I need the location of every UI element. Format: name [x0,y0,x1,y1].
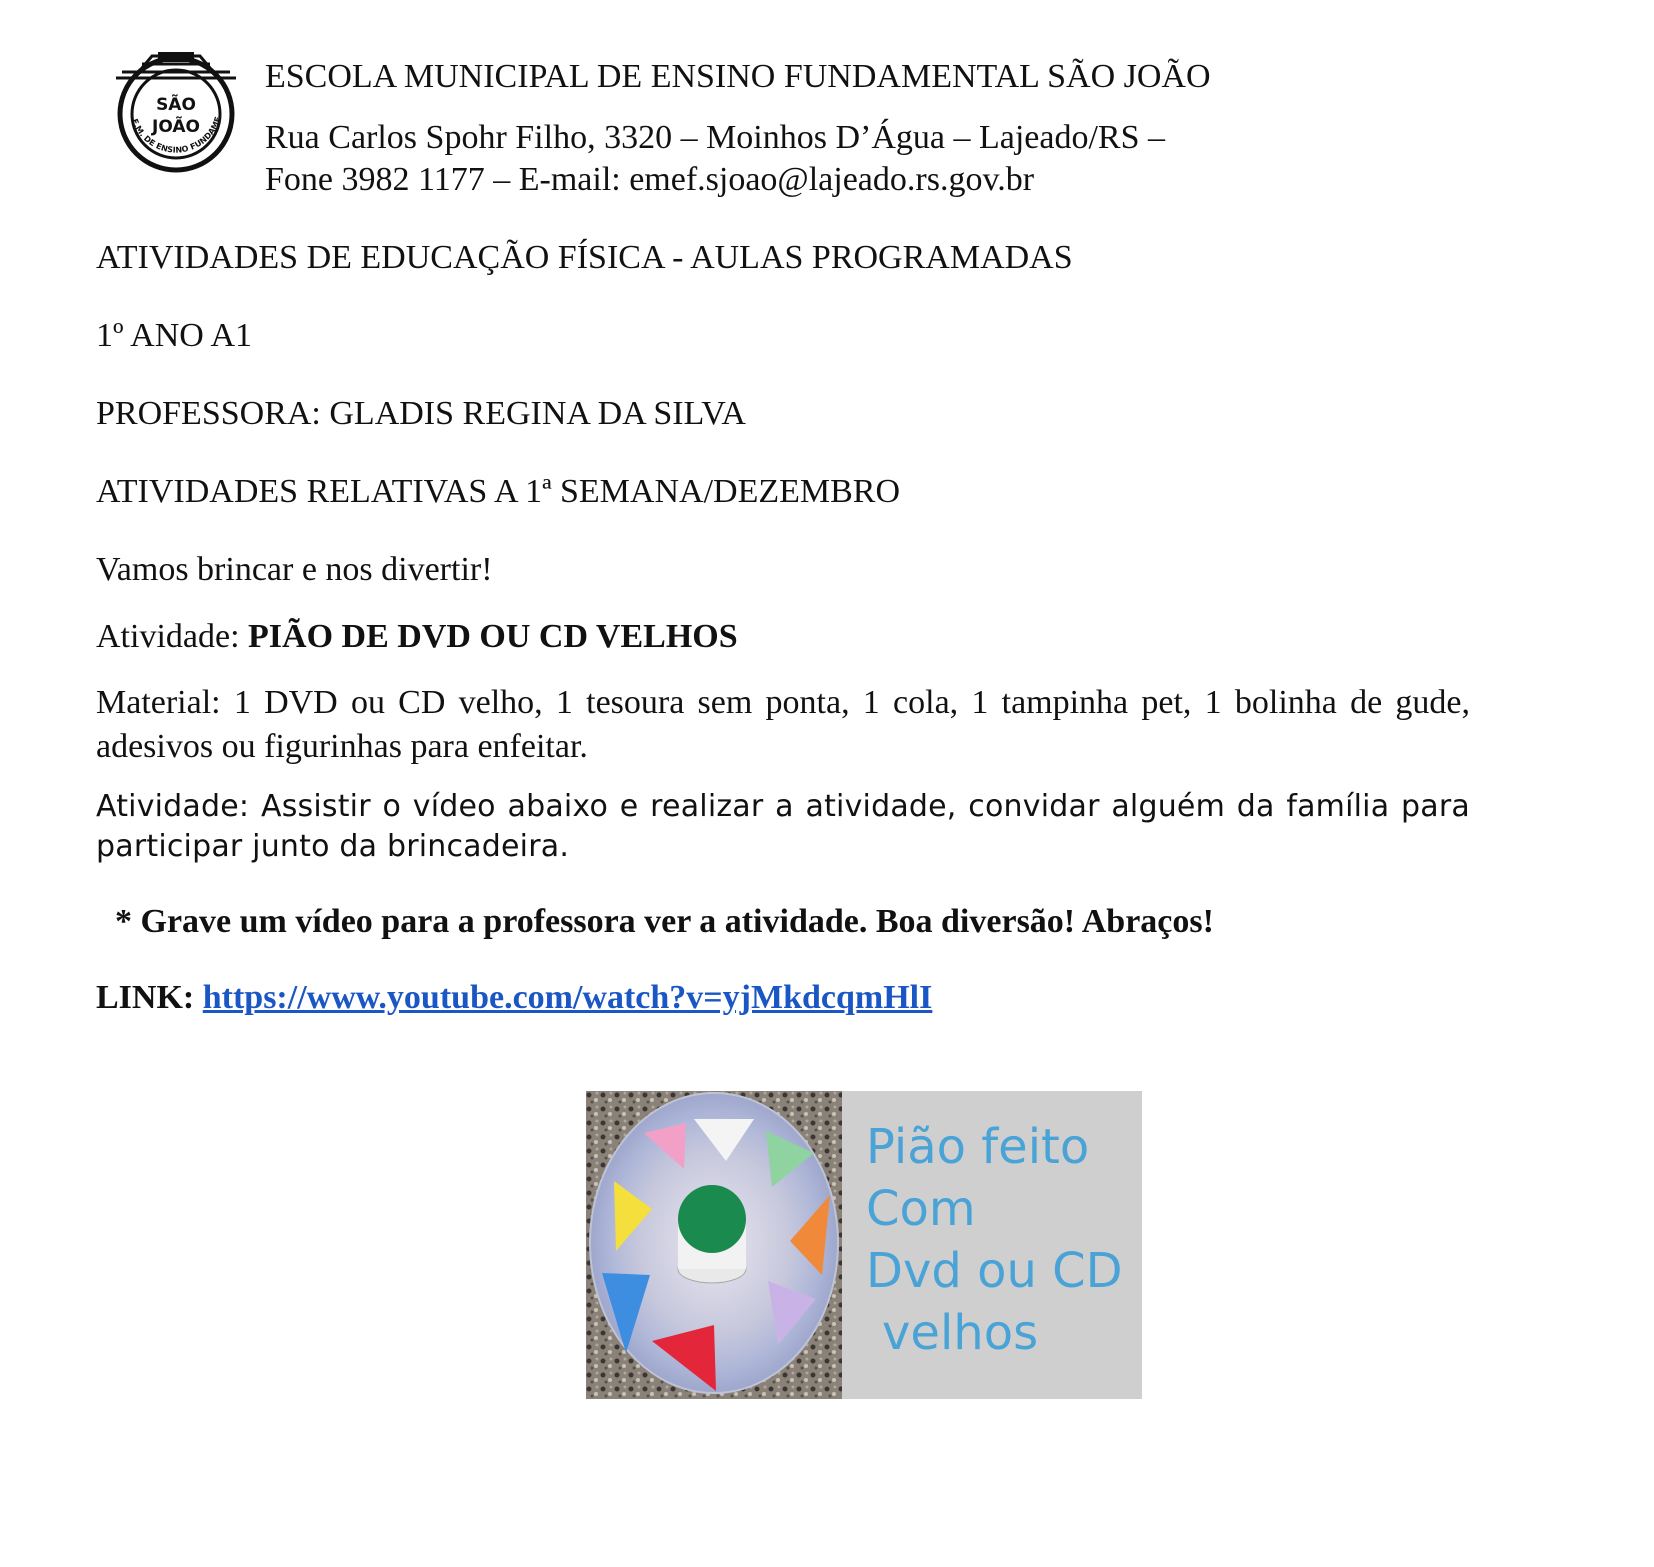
teacher-name: PROFESSORA: GLADIS REGINA DA SILVA [96,395,746,432]
school-name: ESCOLA MUNICIPAL DE ENSINO FUNDAMENTAL SÃO JOÃO [265,58,1211,95]
greeting: Vamos brincar e nos divertir! [96,551,493,588]
school-logo [112,50,242,175]
svg-text:Pião feito: Pião feito [866,1119,1090,1175]
video-link[interactable]: https://www.youtube.com/watch?v=yjMkdcqmHlI [202,979,933,1016]
activity-name: PIÃO DE DVD OU CD VELHOS [248,618,738,655]
school-contact: Fone 3982 1177 – E-mail: emef.sjoao@lajeado.rs.gov.br [265,161,1035,198]
class-name: 1º ANO A1 [96,317,253,354]
svg-text:SÃO: SÃO [156,95,196,115]
activity-line [96,615,738,659]
link-line [96,976,932,1020]
svg-text:Com: Com [866,1181,976,1237]
svg-text:E.M. DE ENSINO FUNDAMENTAL: E.M. DE ENSINO FUNDAME [130,115,223,155]
video-thumbnail[interactable] [586,1091,1142,1399]
link-label: LINK: [96,979,203,1016]
activity-label: Atividade: [96,618,249,655]
spinning-top-image [586,1091,1142,1399]
week-label: ATIVIDADES RELATIVAS A 1ª SEMANA/DEZEMBRO [96,473,901,510]
school-seal-icon [112,50,242,175]
document-title: ATIVIDADES DE EDUCAÇÃO FÍSICA - AULAS PROGRAMADAS [96,239,1073,276]
svg-text:Dvd ou CD: Dvd ou CD [866,1243,1123,1299]
svg-text:velhos: velhos [882,1305,1039,1361]
school-address: Rua Carlos Spohr Filho, 3320 – Moinhos D’Água – Lajeado/RS – [265,119,1166,156]
instruction-paragraph: Atividade: Assistir o vídeo abaixo e realizar a atividade, convidar alguém da família para participar junto da brincadeira. [96,789,1470,864]
recording-note: * Grave um vídeo para a professora ver a atividade. Boa diversão! Abraços! [115,903,1214,940]
svg-text:JOÃO: JOÃO [152,117,200,137]
material-paragraph: Material: 1 DVD ou CD velho, 1 tesoura sem ponta, 1 cola, 1 tampinha pet, 1 bolinha de gude, adesivos ou figurinhas para enfeitar. [96,684,1470,765]
